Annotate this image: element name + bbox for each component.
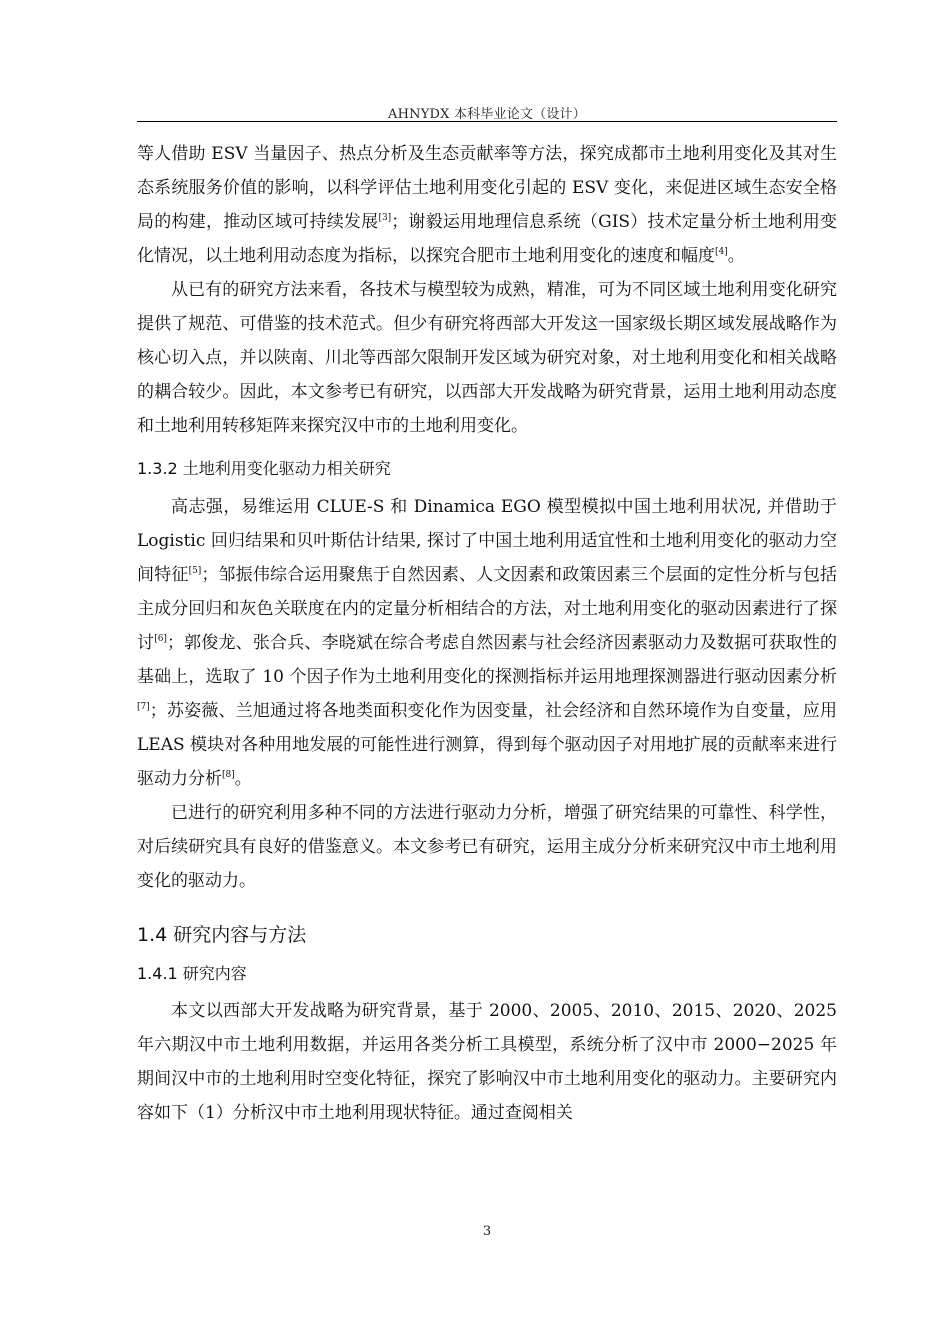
section-heading-1-3-2: 1.3.2 土地利用变化驱动力相关研究 — [137, 459, 391, 478]
paragraph-2: 从已有的研究方法来看，各技术与模型较为成熟，精准，可为不同区域土地利用变化研究提供了规范、可借鉴的技术范式。但少有研究将西部大开发这一国家级长期区域发展战略作为核心切入点，并以陕南、川北等西部欠限制开发区域为研究对象，对土地利用变化和相关战略的耦合较少。因此，本文参考已有研究，以西部大开发战略为研究背景，运用土地利用动态度和土地利用转移矩阵来探究汉中市的土地利用变化。 — [137, 280, 837, 436]
citation: [6] — [154, 634, 167, 644]
document-body — [137, 137, 837, 1130]
paragraph-4: 已进行的研究利用多种不同的方法进行驱动力分析，增强了研究结果的可靠性、科学性，对后续研究具有良好的借鉴意义。本文参考已有研究，运用主成分分析来研究汉中市土地利用变化的驱动力。 — [137, 803, 837, 891]
page-number: 3 — [482, 1224, 492, 1239]
citation: [3] — [378, 213, 392, 223]
citation: [7] — [137, 702, 150, 712]
paragraph-3: 高志强，易维运用 CLUE-S 和 Dinamica EGO 模型模拟中国土地利用状况, 并借助于 Logistic 回归结果和贝叶斯估计结果, 探讨了中国土地利用适宜性和土地利用变化的驱动力空间特征[5]；邹振伟综合运用聚焦于自然因素、人文因素和政策因素三个层面的定性分析与包括主成分回归和灰色关联度在内的定量分析相结合的方法，对土地利用变化的驱动因素进行了探讨[6]；郭俊龙、张合兵、李晓斌在综合考虑自然因素与社会经济因素驱动力及数据可获取性的基础上，选取了 10 个因子作为土地利用变化的探测指标并运用地理探测器进行驱动因素分析[7]；苏姿薇、兰旭通过将各地类面积变化作为因变量，社会经济和自然环境作为自变量，应用 LEAS 模块对各种用地发展的可能性进行测算，得到每个驱动因子对用地扩展的贡献率来进行驱动力分析[8]。 — [137, 497, 838, 789]
paragraph-1: 等人借助 ESV 当量因子、热点分析及生态贡献率等方法，探究成都市土地利用变化及其对生态系统服务价值的影响，以科学评估土地利用变化引起的 ESV 变化，来促进区域生态安全格局的构建，推动区域可持续发展[3]；谢毅运用地理信息系统（GIS）技术定量分析土地利用变化情况，以土地利用动态度为指标，以探究合肥市土地利用变化的速度和幅度[4]。 — [137, 144, 837, 266]
section-heading-1-4-1: 1.4.1 研究内容 — [137, 964, 247, 983]
citation: [8] — [222, 770, 235, 780]
paragraph-5: 本文以西部大开发战略为研究背景，基于 2000、2005、2010、2015、2020、2025 年六期汉中市土地利用数据，并运用各类分析工具模型，系统分析了汉中市 2000−2025 年期间汉中市的土地利用时空变化特征，探究了影响汉中市土地利用变化的驱动力。主要研究内容如下（1）分析汉中市土地利用现状特征。通过查阅相关 — [137, 1001, 837, 1123]
header-rule — [137, 121, 837, 122]
citation: [5] — [188, 566, 202, 576]
citation: [4] — [715, 247, 728, 257]
section-heading-1-4: 1.4 研究内容与方法 — [137, 924, 307, 946]
running-header: AHNYDX 本科毕业论文（设计） — [388, 107, 586, 122]
